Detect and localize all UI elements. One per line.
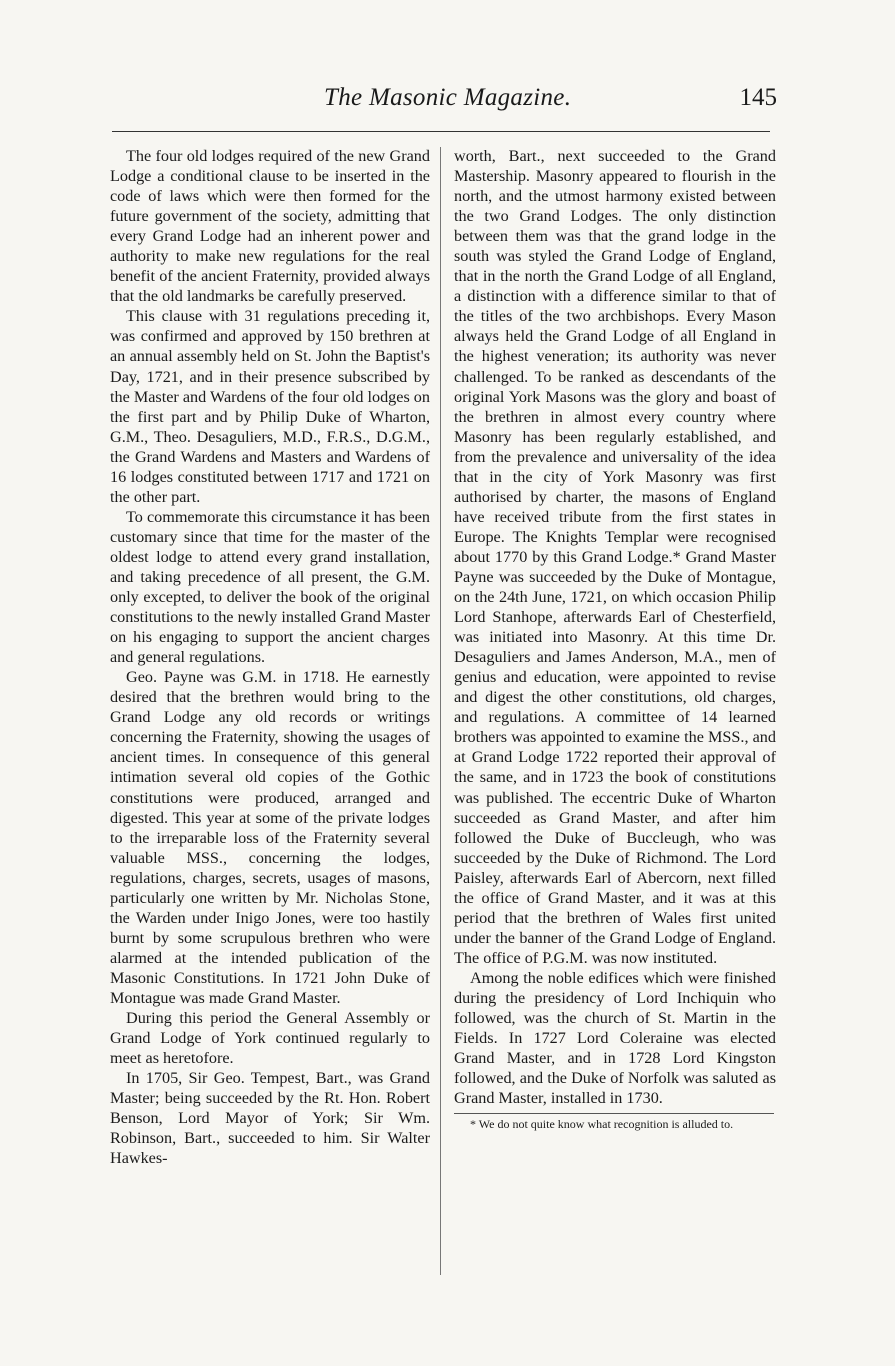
right-column xyxy=(454,146,776,1132)
paragraph: worth, Bart., next succeeded to the Grand Mastership. Masonry appeared to flourish in the north, and the utmost harmony existed between the two Grand Lodges. The only distinction between them was that the grand lodge in the south was styled the Grand Lodge of England, that in the north the Grand Lodge of all England, a distinction with a difference similar to that of the titles of the two archbishops. Every Mason always held the Grand Lodge of all England in the highest veneration; its authority was never challenged. To be ranked as descendants of the original York Masons was the glory and boast of the brethren in almost every country where Masonry has been regularly established, and from the prevalence and universality of the idea that in the city of York Masonry was first authorised by charter, the masons of England have received tribute from the first states in Europe. The Knights Templar were recognised about 1770 by this Grand Lodge.* Grand Master Payne was succeeded by the Duke of Montague, on the 24th June, 1721, on which occasion Philip Lord Stanhope, afterwards Earl of Chesterfield, was initiated into Masonry. At this time Dr. Desaguliers and James Anderson, M.A., men of genius and education, were appointed to revise and digest the other constitutions, old charges, and regulations. A committee of 14 learned brothers was appointed to examine the MSS., and at Grand Lodge 1722 reported their approval of the same, and in 1723 the book of constitutions was published. The eccentric Duke of Wharton succeeded as Grand Master, and after him followed the Duke of Buccleugh, who was succeeded by the Duke of Richmond. The Lord Paisley, afterwards Earl of Abercorn, next filled the office of Grand Master, and it was at this period that the brethren of Wales first united under the banner of the Grand Lodge of England. The office of P.G.M. was now instituted. xyxy=(454,147,776,967)
paragraph: To commemorate this circumstance it has been customary since that time for the master of the oldest lodge to attend every grand installation, and taking precedence of all present, the G.M. only excepted, to deliver the book of the original constitutions to the newly installed Grand Master on his engaging to support the ancient charges and general regulations. xyxy=(110,507,430,667)
paragraph: This clause with 31 regulations preceding it, was confirmed and approved by 150 brethren at an annual assembly held on St. John the Baptist's Day, 1721, and in their presence subscribed by the Master and Wardens of the four old lodges on the first part and by Philip Duke of Wharton, G.M., Theo. Desaguliers, M.D., F.R.S., D.G.M., the Grand Wardens and Masters and Wardens of 16 lodges constituted between 1717 and 1721 on the other part. xyxy=(110,307,430,506)
left-column xyxy=(110,146,430,1168)
footnote: * We do not quite know what recognition is alluded to. xyxy=(470,1117,734,1132)
page-number: 145 xyxy=(739,84,777,111)
paragraph: Geo. Payne was G.M. in 1718. He earnestly desired that the brethren would bring to the Grand Lodge any old records or writings concerning the Fraternity, showing the usages of ancient times. In consequence of this general intimation several old copies of the Gothic constitutions were produced, arranged and digested. This year at some of the private lodges to the irreparable loss of the Fraternity several valuable MSS., concerning the lodges, regulations, charges, secrets, usages of masons, particularly one written by Mr. Nicholas Stone, the Warden under Inigo Jones, were too hastily burnt by some scrupulous brethren who were alarmed at the intended publication of the Masonic Constitutions. In 1721 John Duke of Montague was made Grand Master. xyxy=(110,668,430,1007)
page-header xyxy=(112,84,777,124)
running-title: The Masonic Magazine. xyxy=(324,84,572,111)
paragraph: Among the noble edifices which were finished during the presidency of Lord Inchiquin who followed, was the church of St. Martin in the Fields. In 1727 Lord Coleraine was elected Grand Master, and in 1728 Lord Kingston followed, and the Duke of Norfolk was saluted as Grand Master, installed in 1730. xyxy=(454,968,776,1108)
paragraph: In 1705, Sir Geo. Tempest, Bart., was Grand Master; being succeeded by the Rt. Hon. Robert Benson, Lord Mayor of York; Sir Wm. Robinson, Bart., succeeded to him. Sir Walter Hawkes- xyxy=(110,1069,430,1168)
column-divider xyxy=(440,147,441,1275)
footnote-rule xyxy=(454,1113,774,1114)
paragraph: During this period the General Assembly or Grand Lodge of York continued regularly to meet as heretofore. xyxy=(110,1009,430,1068)
paragraph: The four old lodges required of the new Grand Lodge a conditional clause to be inserted in the code of laws which were then formed for the future government of the society, admitting that every Grand Lodge had an inherent power and authority to make new regulations for the real benefit of the ancient Fraternity, provided always that the old landmarks be carefully preserved. xyxy=(110,147,430,306)
header-rule xyxy=(112,131,770,132)
